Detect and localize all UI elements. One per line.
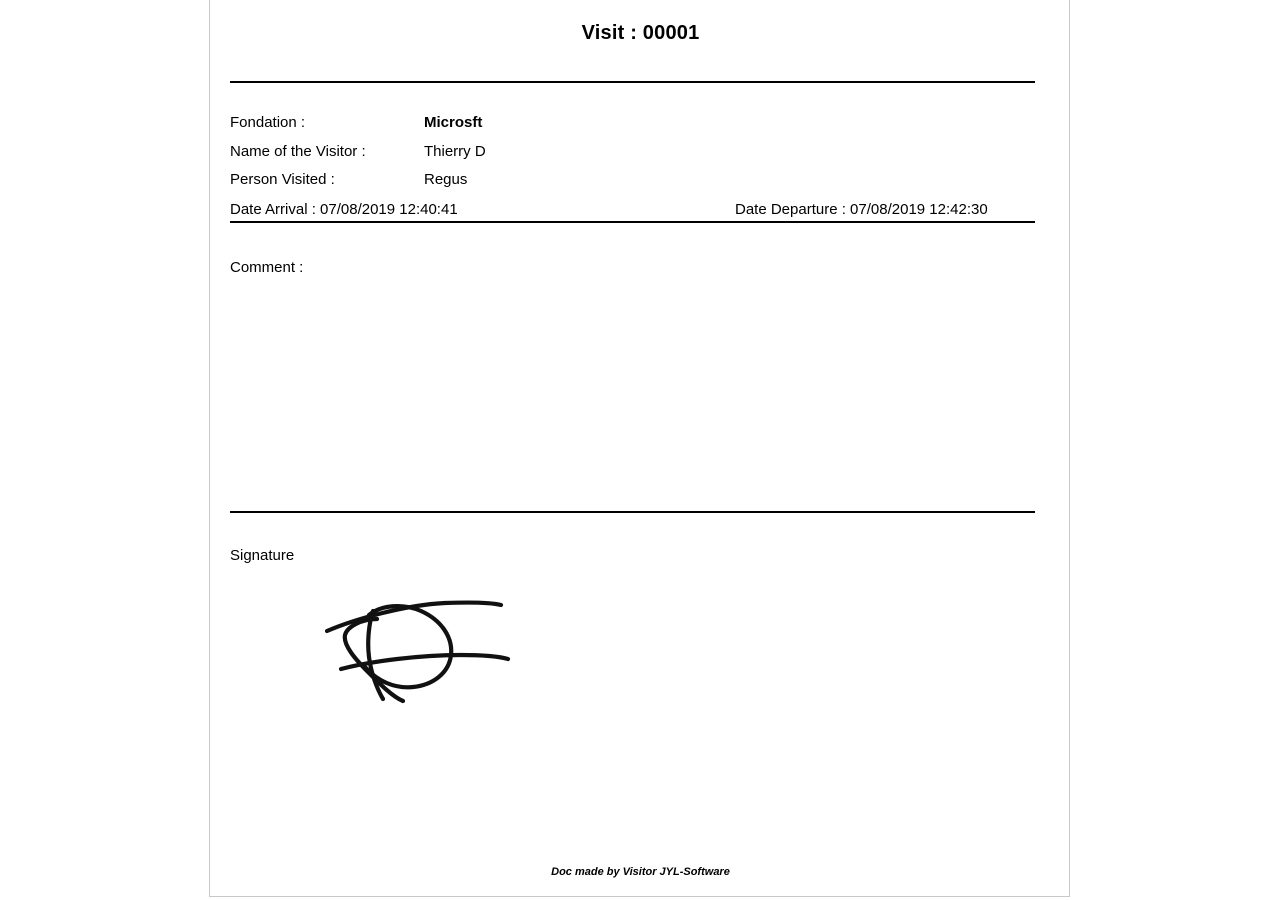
document-sheet xyxy=(209,0,1070,897)
page-title: Visit : 00001 xyxy=(581,22,700,44)
field-person-visited-value: Regus xyxy=(424,171,468,188)
field-person-visited xyxy=(230,171,467,189)
field-fondation-label: Fondation : xyxy=(230,114,306,131)
field-visitor-name-label: Name of the Visitor : xyxy=(230,143,366,160)
footer-note: Doc made by Visitor JYL-Software xyxy=(551,866,730,878)
signature-label: Signature xyxy=(230,547,295,564)
signature-ink-icon xyxy=(325,575,545,715)
field-visitor-name xyxy=(230,143,486,161)
field-fondation-value: Microsft xyxy=(424,114,483,131)
divider-middle xyxy=(230,221,1035,223)
date-departure: Date Departure : 07/08/2019 12:42:30 xyxy=(735,201,988,218)
divider-top xyxy=(230,81,1035,83)
divider-bottom xyxy=(230,511,1035,513)
date-arrival: Date Arrival : 07/08/2019 12:40:41 xyxy=(230,201,458,218)
field-person-visited-label: Person Visited : xyxy=(230,171,335,188)
comment-area xyxy=(230,282,1035,504)
field-visitor-name-value: Thierry D xyxy=(424,143,486,160)
comment-label: Comment : xyxy=(230,259,304,276)
field-fondation xyxy=(230,114,482,132)
